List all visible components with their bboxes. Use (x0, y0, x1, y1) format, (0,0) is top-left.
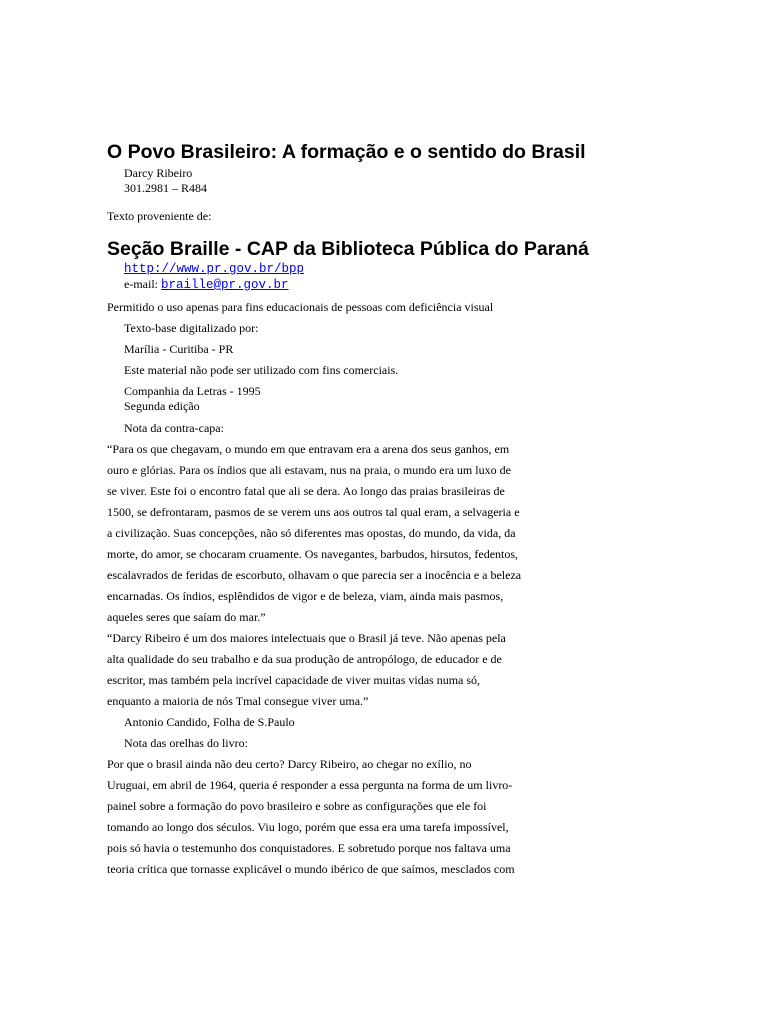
quote-attribution: Antonio Candido, Folha de S.Paulo (124, 715, 295, 729)
flaps-label: Nota das orelhas do livro: (124, 736, 248, 750)
text-line: pois só havia o testemunho dos conquistadores. E sobretudo porque nos faltava uma (107, 841, 511, 855)
text-line: enquanto a maioria de nós Tmal consegue viver uma.” (107, 694, 369, 708)
source-url-line (107, 261, 547, 277)
text-line: escalavrados de feridas de escorbuto, olhavam o que parecia ser a inocência e a beleza (107, 568, 522, 582)
back-cover-label: Nota da contra-capa: (124, 421, 224, 435)
text-line: se viver. Este foi o encontro fatal que ali se dera. Ao longo das praias brasileiras de (107, 484, 505, 498)
email-line (107, 277, 547, 293)
text-line: aqueles seres que saíam do mar.” (107, 610, 266, 624)
document-page (107, 140, 589, 880)
text-line: Por que o brasil ainda não deu certo? Darcy Ribeiro, ao chegar no exílio, no (107, 757, 472, 771)
text-line: ouro e glórias. Para os índios que ali estavam, nus na praia, o mundo era um luxo de (107, 463, 511, 477)
back-cover-quote (107, 439, 547, 712)
edition: Segunda edição (124, 399, 200, 413)
text-line: alta qualidade do seu trabalho e da sua produção de antropólogo, de educador e de (107, 652, 502, 666)
call-number: 301.2981 – R484 (124, 181, 208, 195)
author: Darcy Ribeiro (124, 166, 193, 180)
publisher: Companhia da Letras - 1995 (124, 384, 261, 398)
text-line: Uruguai, em abril de 1964, queria é responder a essa pergunta na forma de um livro- (107, 778, 513, 792)
no-commercial-notice: Este material não pode ser utilizado com fins comerciais. (124, 363, 399, 377)
digitized-by: Marília - Curitiba - PR (124, 342, 234, 356)
digitized-label: Texto-base digitalizado por: (124, 321, 259, 335)
source-label: Texto proveniente de: (107, 209, 212, 223)
source-title: Seção Braille - CAP da Biblioteca Pública do Paraná (107, 238, 589, 260)
text-line: morte, do amor, se chocaram cruamente. Os navegantes, barbudos, hirsutos, fedentos, (107, 547, 519, 561)
text-line: escritor, mas também pela incrível capacidade de viver muitas vidas numa só, (107, 673, 481, 687)
text-line: tomando ao longo dos séculos. Viu logo, porém que essa era uma tarefa impossível, (107, 820, 509, 834)
text-line: “Para os que chegavam, o mundo em que entravam era a arena dos seus ganhos, em (107, 442, 510, 456)
text-line: a civilização. Suas concepções, não só diferentes mas opostas, do mundo, da vida, da (107, 526, 516, 540)
text-line: “Darcy Ribeiro é um dos maiores intelectuais que o Brasil já teve. Não apenas pela (107, 631, 506, 645)
text-line: 1500, se defrontaram, pasmos de se verem uns aos outros tal qual eram, a selvageria e (107, 505, 520, 519)
email-label: e-mail: (124, 277, 161, 291)
document-title: O Povo Brasileiro: A formação e o sentido do Brasil (107, 141, 586, 163)
text-line: encarnadas. Os índios, esplêndidos de vigor e de beleza, viam, ainda mais pasmos, (107, 589, 504, 603)
flaps-text (107, 754, 547, 880)
text-line: painel sobre a formação do povo brasileiro e sobre as configurações que ele foi (107, 799, 487, 813)
text-line: teoria crítica que tornasse explicável o mundo ibérico de que saímos, mesclados com (107, 862, 515, 876)
permission-notice: Permitido o uso apenas para fins educacionais de pessoas com deficiência visual (107, 300, 494, 314)
email-link[interactable]: braille@pr.gov.br (160, 278, 289, 292)
source-url-link[interactable]: http://www.pr.gov.br/bpp (124, 262, 305, 276)
